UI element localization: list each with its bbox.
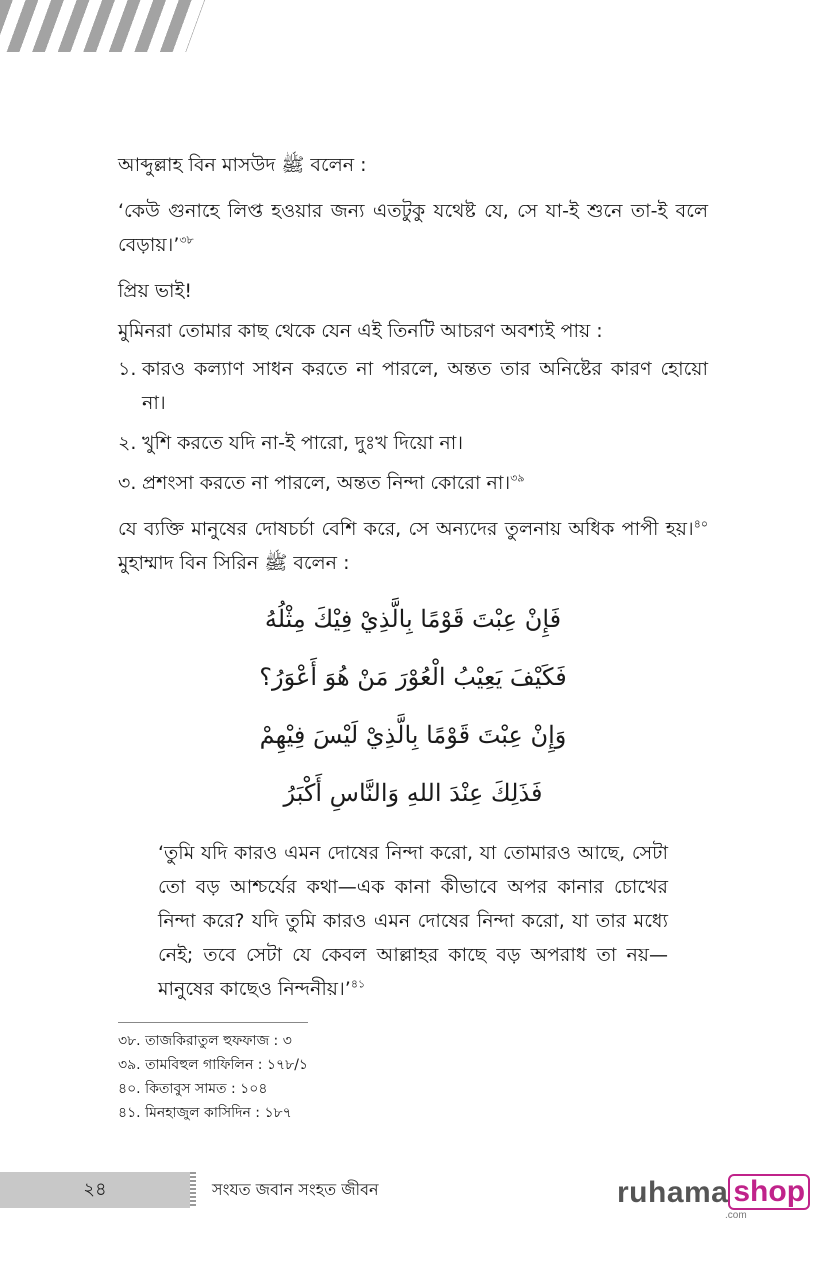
paragraph-2-text-a: যে ব্যক্তি মানুষের দোষচর্চা বেশি করে, সে অন্যদের তুলনায় অধিক পাপী হয়। bbox=[118, 518, 694, 540]
paragraph-2 bbox=[118, 512, 708, 580]
footnote-ref-39[interactable]: ৩৯ bbox=[510, 471, 525, 485]
list-item bbox=[118, 466, 708, 500]
paragraph-2-text-b: মুহাম্মাদ বিন সিরিন ﷺ বলেন : bbox=[118, 552, 350, 574]
arabic-verse: وَإِنْ عِبْتَ قَوْمًا بِالَّذِيْ لَيْسَ فِيْهِمْ bbox=[259, 721, 567, 749]
ruhamashop-logo bbox=[617, 1174, 810, 1221]
list-text bbox=[142, 466, 708, 500]
arabic-verse: فَذَلِكَ عِنْدَ اللهِ وَالنَّاسِ أَكْبَرُ bbox=[283, 779, 543, 807]
logo-shop-text: shop bbox=[728, 1174, 810, 1210]
footnote-ref-40[interactable]: ৪০ bbox=[693, 517, 708, 531]
list-number: ৩. bbox=[118, 472, 137, 494]
list-text: কারও কল্যাণ সাধন করতে না পারলে, অন্তত তার অনিষ্টের কারণ হোয়ো না। bbox=[142, 358, 708, 414]
quote-1 bbox=[118, 194, 708, 262]
footnote-divider bbox=[118, 1022, 308, 1023]
list-text-body: প্রশংসা করতে না পারলে, অন্তত নিন্দা কোরো না। bbox=[142, 472, 511, 494]
list-text: খুশি করতে যদি না-ই পারো, দুঃখ দিয়ো না। bbox=[142, 432, 464, 454]
footnote-item: ৪০. কিতাবুস সামত : ১০৪ bbox=[118, 1081, 268, 1097]
lead-line: মুমিনরা তোমার কাছ থেকে যেন এই তিনটি আচরণ অবশ্যই পায় : bbox=[118, 320, 603, 342]
footer-dotted-edge bbox=[190, 1172, 196, 1208]
list-item bbox=[118, 426, 708, 460]
footnote-ref-38[interactable]: ৩৮ bbox=[179, 233, 194, 247]
footnote-item: ৩৮. তাজকিরাতুল হুফফাজ : ৩ bbox=[118, 1033, 292, 1049]
arabic-verse: فَكَيْفَ يَعِيْبُ الْعُوْرَ مَنْ هُوَ أَعْوَرُ؟ bbox=[259, 663, 567, 691]
logo-ruhama-text: ruhama bbox=[617, 1176, 729, 1209]
footnote-ref-41[interactable]: ৪১ bbox=[350, 977, 366, 991]
list-number: ১. bbox=[118, 358, 137, 380]
intro-line: আব্দুল্লাহ বিন মাসউদ ﷺ বলেন : bbox=[118, 154, 367, 176]
footnote-item: ৩৯. তামবিহুল গাফিলিন : ১৭৮/১ bbox=[118, 1057, 308, 1073]
page-body bbox=[118, 148, 708, 1006]
arabic-poem bbox=[118, 590, 708, 822]
address-line: প্রিয় ভাই! bbox=[118, 280, 193, 302]
quote-1-text: ‘কেউ গুনাহে লিপ্ত হওয়ার জন্য এতটুকু যথেষ্ট যে, সে যা-ই শুনে তা-ই বলে বেড়ায়।’ bbox=[118, 200, 708, 256]
list-item bbox=[118, 352, 708, 420]
page-number: ২৪ bbox=[83, 1179, 107, 1200]
book-title: সংযত জবান সংহত জীবন bbox=[212, 1180, 379, 1199]
logo-com-text: .com bbox=[725, 1210, 747, 1221]
arabic-verse: فَإِنْ عِبْتَ قَوْمًا بِالَّذِيْ فِيْكَ مِثْلُهُ bbox=[264, 605, 562, 633]
footnote-item: ৪১. মিনহাজুল কাসিদিন : ১৮৭ bbox=[118, 1105, 292, 1121]
quote-2-text: ‘তুমি যদি কারও এমন দোষের নিন্দা করো, যা তোমারও আছে, সেটা তো বড় আশ্চর্যের কথা—এক কানা কীভাবে অপর কানার চোখের নিন্দা করে? যদি তুমি কারও এমন দোষের নিন্দা করো, যা তার মধ্যে নেই; তবে সেটা যে কেবল আল্লাহর কাছে বড় অপরাধ তা নয়—মানুষের কাছেও নিন্দনীয়।’ bbox=[158, 842, 668, 1000]
footnotes bbox=[118, 1022, 708, 1125]
quote-2 bbox=[118, 836, 708, 1006]
list-number: ২. bbox=[118, 432, 137, 454]
